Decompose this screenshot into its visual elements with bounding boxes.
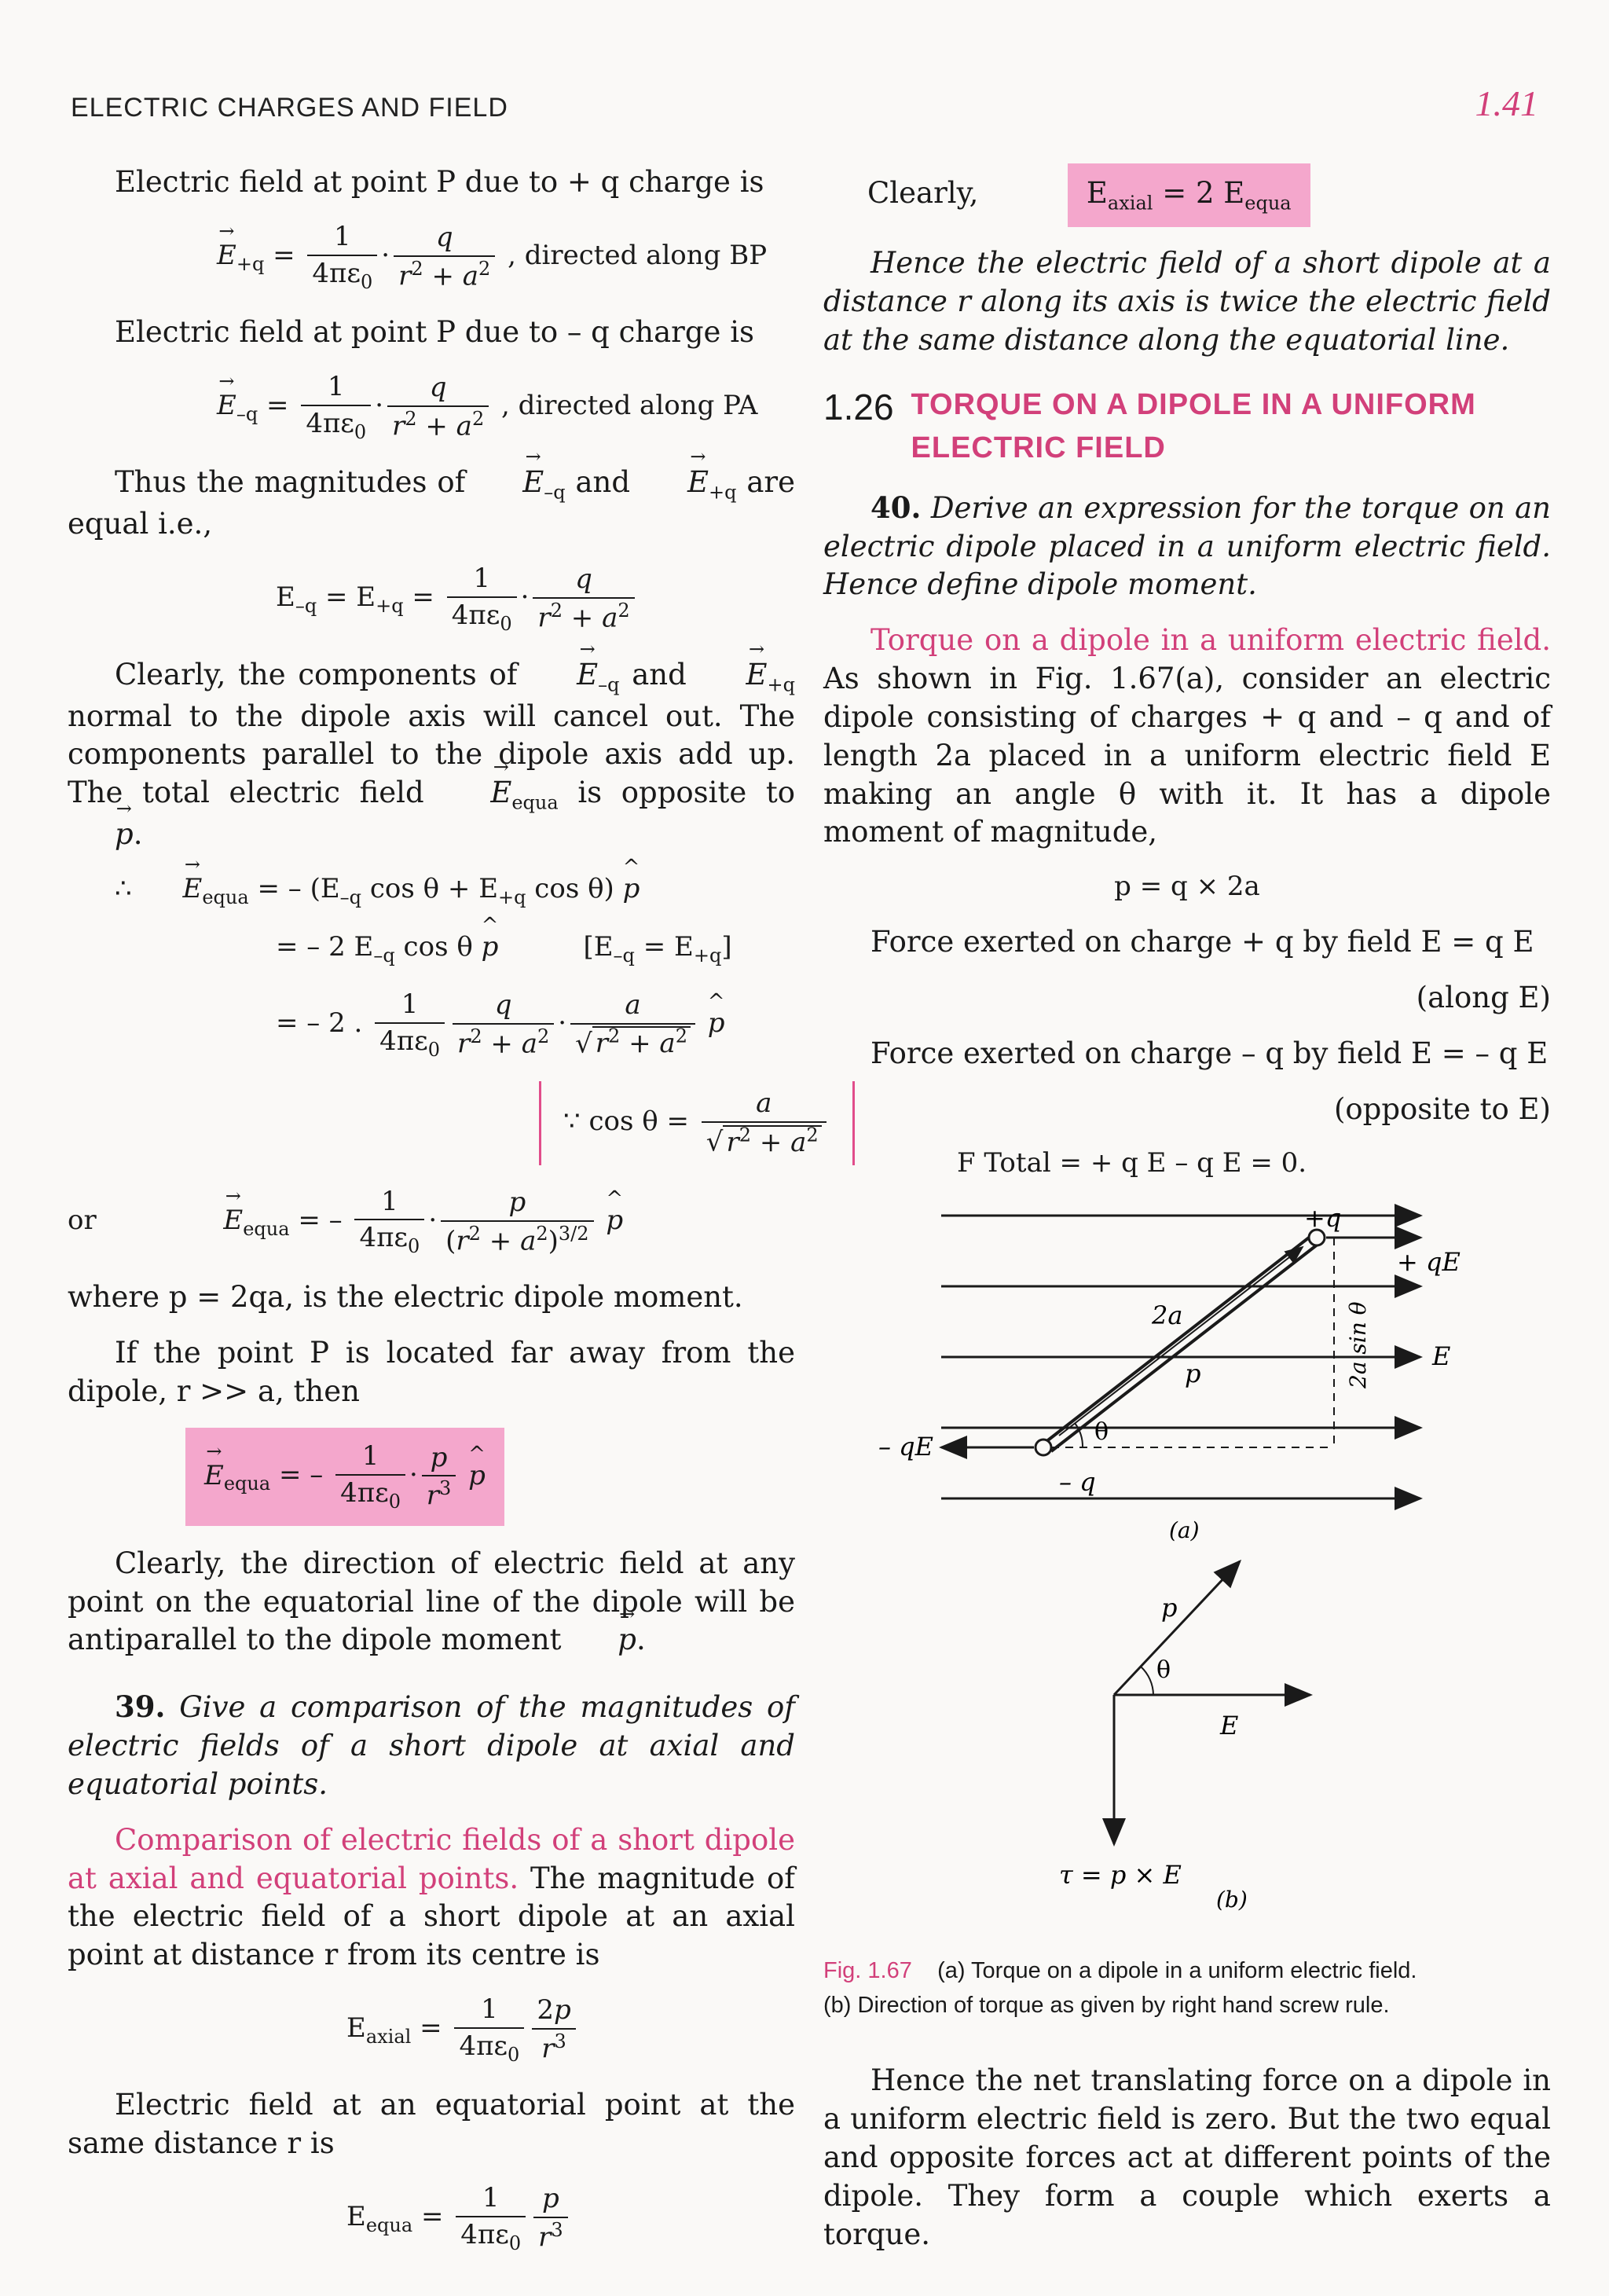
force-minus-q: Force exerted on charge – q by field E = – q E [870, 1036, 1549, 1070]
left-para-4: Clearly, the components of → $E_{-q}$ and → $E_{+q}$ normal to the dipole axis will cancel out. The components parallel to the dipole axis add up. The total electric field → $E_{equa}$ is opposite to → p. [68, 656, 795, 855]
clearly-boxed-line: Clearly, $E_{axial} = 2$ $E_{equa}$ [823, 163, 1551, 227]
eq-e-equa: $E_{equa}$ = $\frac{1}{4\pi\varepsilon_0}$ $\frac{p}{r^3}$ [68, 2180, 795, 2256]
force-plus-q-direction: (along E) [1416, 980, 1551, 1014]
label-p-b: p [1161, 1593, 1178, 1623]
label-plus-qE: + qE [1397, 1247, 1461, 1278]
minus-q-charge [1035, 1440, 1051, 1455]
left-para-7: Clearly, the direction of electric field at any point on the equatorial line of the dipole will be antiparallel to the dipole moment → p. [68, 1545, 795, 1660]
left-para-5: where p = 2qa, is the electric dipole moment. [68, 1279, 743, 1314]
left-para-6: If the point P is located far away from the dipole, r >> a, then [68, 1335, 795, 1408]
dipole-rod [1042, 1238, 1309, 1445]
eq-e-plus-q: → $E_{+q}$ = $\frac{1}{4\pi\varepsilon_0}$ · $\frac{q}{r^2 + a^2}$ , directed along BP [68, 219, 795, 295]
label-minus-q: – q [1059, 1467, 1096, 1498]
left-para-2: Electric field at point P due to – q charge is [115, 315, 755, 350]
right-para-1: Hence the electric field of a short dipole at a distance r along its axis is twice the electric field at the same distance along the equatorial line. [823, 246, 1551, 357]
left-para-8: Electric field at an equatorial point at the same distance r is [68, 2088, 795, 2161]
vector-p-arrow [1114, 1561, 1240, 1695]
eq-equal-magnitudes: $E_{-q} = E_{+q}$ = $\frac{1}{4\pi\varepsilon_0}$ · $\frac{q}{r^2 + a^2}$ [68, 561, 795, 636]
question-39: 39. Give a comparison of the magnitudes of electric fields of a short dipole at axial and equatorial points. [68, 1689, 795, 1801]
left-para-1: Electric field at point P due to + q charge is [115, 165, 764, 199]
eq-equa-step-3: = – 2 . $\frac{1}{4\pi\varepsilon_0}$ $\frac{q}{r^2 + a^2}$ · $\frac{a}{√ r^2 + a^2}$ ^ p [68, 987, 795, 1062]
label-p: p [1185, 1359, 1201, 1389]
label-E-b: E [1220, 1711, 1239, 1741]
section-heading: 1.26 TORQUE ON A DIPOLE IN A UNIFORM ELECTRIC FIELD [823, 386, 1476, 464]
eq-e-minus-q: → $E_{-q}$ = $\frac{1}{4\pi\varepsilon_0}$ · $\frac{q}{r^2 + a^2}$ , directed along PA [68, 369, 795, 445]
answer-39: Comparison of electric fields of a short dipole at axial and equatorial points. The magnitude of the electric field of a short dipole at an axial point at distance r from its centre is [68, 1822, 795, 1972]
dipole-diagram [823, 1200, 1551, 2111]
label-E: E [1432, 1341, 1451, 1372]
left-column [68, 163, 819, 2275]
eq-e-axial: $E_{axial}$ = $\frac{1}{4\pi\varepsilon_0}$ $\frac{2p}{r^3}$ [68, 1992, 795, 2067]
page-number: 1.41 [1475, 83, 1538, 123]
label-theta-b: θ [1156, 1656, 1171, 1685]
label-minus-qE: – qE [878, 1432, 934, 1462]
label-plus-q: +q [1304, 1203, 1342, 1234]
label-fig-a: (a) [1169, 1517, 1200, 1544]
figure-1-67 [823, 1200, 1551, 2111]
axial-equa-relation-box: $E_{axial} = 2$ $E_{equa}$ [1068, 163, 1310, 227]
eq-e-minus-q-direction: , directed along PA [501, 390, 758, 422]
question-40: 40. Derive an expression for the torque on an electric dipole placed in a uniform electric field. Hence define dipole moment. [823, 490, 1551, 602]
dipole-rod-inner [1051, 1244, 1318, 1451]
right-para-last: Hence the net translating force on a dipole in a uniform electric field is zero. But the two equal and opposite forces act at different points of the dipole. They form a couple which exerts a torque. [823, 2063, 1551, 2251]
dipole-moment-arrow [1059, 1247, 1303, 1436]
label-tau: τ = p × E [1059, 1860, 1182, 1891]
theta-arc-b [1141, 1667, 1153, 1695]
label-2a: 2a [1152, 1300, 1183, 1331]
cos-theta-note: ∵ cos θ = $\frac{a}{√ r^2 + a^2}$ [68, 1081, 795, 1165]
eq-dipole-moment: p = q × 2a [1114, 871, 1260, 903]
eq-equa-final: or → $E_{equa}$ = – $\frac{1}{4\pi\varepsilon_0}$ · $\frac{p}{(r^2 + a^2)^{3/2}}$ ^ p [68, 1184, 795, 1260]
answer-40: Torque on a dipole in a uniform electric field. As shown in Fig. 1.67(a), consider an electric dipole consisting of charges + q and – q and of length 2a placed in a uniform electric field E making an angle θ with it. It has a dipole moment of magnitude, [823, 623, 1551, 849]
right-column [823, 163, 1551, 2271]
eq-total-force: F Total = + q E – q E = 0. [957, 1147, 1307, 1179]
eq-e-plus-q-direction: , directed along BP [508, 240, 768, 271]
eq-equa-step-2: = – 2 $E_{-q}$ cos θ ^ p $[E_{-q} = E_{+q}]$ [68, 930, 795, 968]
eq-equa-step-1: ∴ → $E_{equa}$ = – ($E_{-q}$ $\cos \theta + E_{+q}$ cos θ) ^ p [68, 871, 795, 910]
left-para-3: Thus the magnitudes of → $E_{-q}$ and → $E_{+q}$ are equal i.e., [68, 464, 795, 544]
label-2a-sin-theta: 2a sin θ [1345, 1301, 1371, 1389]
force-minus-q-direction: (opposite to E) [1333, 1091, 1551, 1126]
eq-equa-short-boxed: → $E_{equa}$ = – $\frac{1}{4\pi\varepsilon_0}$ · $\frac{p}{r^3}$ ^ p [68, 1428, 795, 1525]
label-theta: θ [1094, 1418, 1109, 1447]
running-title: ELECTRIC CHARGES AND FIELD [71, 93, 508, 123]
force-plus-q: Force exerted on charge + q by field E = q E [870, 925, 1534, 959]
figure-caption: Fig. 1.67 (a) Torque on a dipole in a uniform electric field. (b) Direction of torque as given by right hand screw rule. [823, 1958, 1417, 2018]
label-fig-b: (b) [1216, 1887, 1248, 1913]
